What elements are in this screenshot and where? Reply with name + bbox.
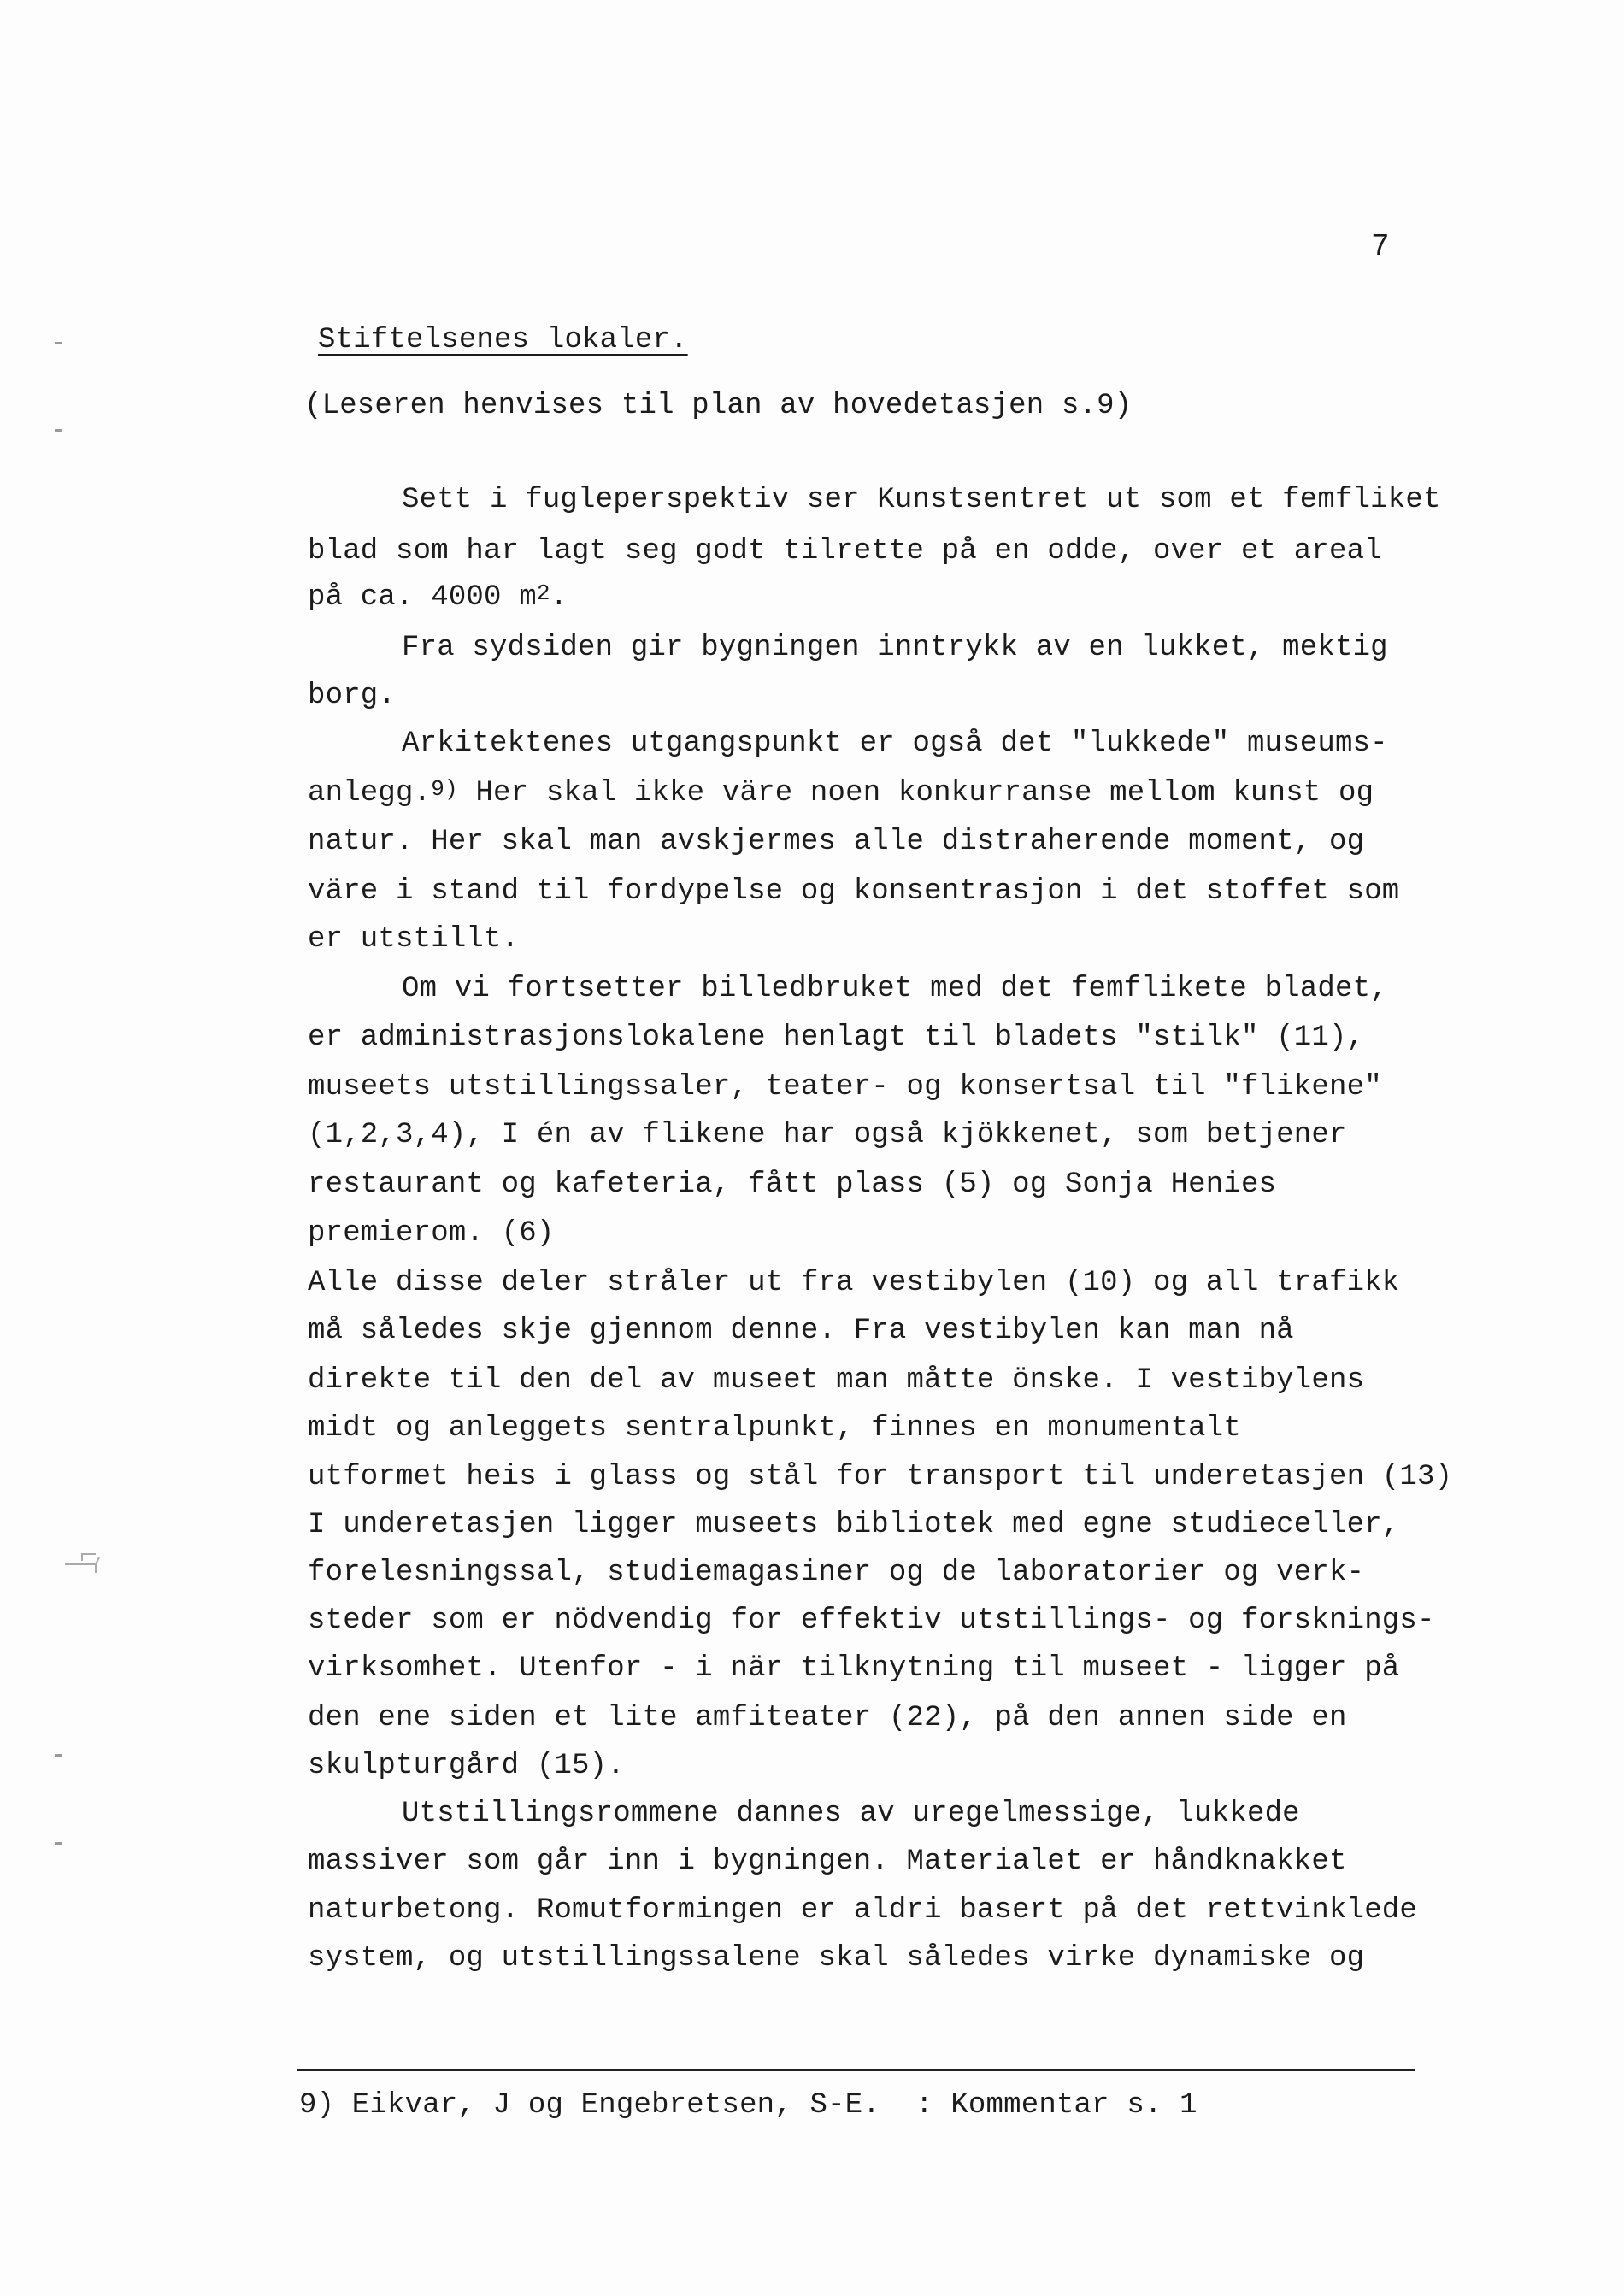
- line-text: restaurant og kafeteria, fått plass (5) og Sonja Henies: [308, 1169, 1277, 1201]
- footnote: 9) Eikvar, J og Engebretsen, S-E. : Kommentar s. 1: [299, 2089, 1197, 2122]
- text-line: [402, 631, 1388, 665]
- line-text: Sett i fugleperspektiv ser Kunstsentret ut som et femfliket: [402, 484, 1441, 516]
- text-line: [308, 1556, 1364, 1590]
- line-text: (Leseren henvises til plan av hovedetasjen s.9): [304, 390, 1133, 422]
- line-text: på ca. 4000 m: [308, 581, 537, 614]
- text-line: [308, 1168, 1276, 1202]
- text-line: [308, 1893, 1417, 1928]
- line-text: museets utstillingssaler, teater- og konsertsal til "flikene": [308, 1071, 1382, 1104]
- text-line: [308, 1266, 1399, 1300]
- text-line: [308, 1314, 1294, 1348]
- text-line: [308, 1508, 1399, 1542]
- footnote-divider: [297, 2069, 1415, 2071]
- text-line: [308, 679, 396, 713]
- text-line: [308, 1941, 1364, 1975]
- text-line: [308, 1749, 625, 1783]
- text-line: [308, 922, 519, 957]
- text-line: [308, 874, 1399, 909]
- text-line: [308, 1021, 1364, 1055]
- margin-mark: [55, 1842, 62, 1845]
- line-text: Alle disse deler stråler ut fra vestibylen (10) og all trafikk: [308, 1267, 1400, 1299]
- line-text: massiver som går inn i bygningen. Materialet er håndknakket: [308, 1846, 1347, 1878]
- line-text: Arkitektenes utgangspunkt er også det "lukkede" museums-: [402, 727, 1388, 760]
- line-text: den ene siden et lite amfiteater (22), på den annen side en: [308, 1702, 1347, 1734]
- margin-scribble-icon: [62, 1549, 113, 1575]
- text-line: [308, 1118, 1347, 1152]
- line-text: skulpturgård (15).: [308, 1750, 625, 1782]
- text-line: [308, 534, 1382, 568]
- text-line: [308, 580, 568, 615]
- line-text-continued: Her skal ikke väre noen konkurranse mellom kunst og: [457, 777, 1374, 809]
- line-text: väre i stand til fordypelse og konsentrasjon i det stoffet som: [308, 875, 1400, 908]
- line-text: I underetasjen ligger museets bibliotek med egne studieceller,: [308, 1509, 1400, 1541]
- text-line: [308, 825, 1364, 859]
- line-text: forelesningssal, studiemagasiner og de laboratorier og verk-: [308, 1557, 1365, 1589]
- line-text: (1,2,3,4), I én av flikene har også kjökkenet, som betjener: [308, 1119, 1347, 1151]
- line-text: system, og utstillingssalene skal således virke dynamiske og: [308, 1942, 1365, 1975]
- page-number: 7: [1371, 229, 1390, 264]
- line-text: borg.: [308, 680, 397, 712]
- text-line: [308, 1845, 1347, 1879]
- line-text: er utstillt.: [308, 923, 520, 956]
- text-line: [308, 1701, 1347, 1735]
- line-text: direkte til den del av museet man måtte önske. I vestibylens: [308, 1364, 1365, 1397]
- text-line: [308, 1411, 1241, 1445]
- margin-mark: [55, 342, 62, 344]
- line-text: anlegg.: [308, 777, 432, 809]
- line-text: må således skje gjennom denne. Fra vestibylen kan man nå: [308, 1315, 1294, 1347]
- line-text: virksomhet. Utenfor - i när tilknytning til museet - ligger på: [308, 1652, 1400, 1685]
- text-line: [308, 1363, 1364, 1398]
- line-text: premierom. (6): [308, 1217, 555, 1250]
- text-line: [308, 776, 1374, 810]
- text-line: [308, 1604, 1435, 1638]
- margin-mark: [55, 429, 62, 432]
- superscript: 2: [536, 580, 550, 606]
- line-text: Utstillingsrommene dannes av uregelmessige, lukkede: [402, 1798, 1300, 1830]
- margin-mark: [55, 1754, 62, 1757]
- line-text: utformet heis i glass og stål for transport til underetasjen (13): [308, 1461, 1453, 1493]
- line-text-continued: .: [550, 581, 568, 614]
- text-line: [308, 1070, 1382, 1104]
- text-line: [308, 1216, 554, 1251]
- text-line: [304, 389, 1132, 423]
- text-line: [402, 727, 1388, 761]
- line-text: naturbetong. Romutformingen er aldri basert på det rettvinklede: [308, 1894, 1418, 1927]
- text-line: [402, 972, 1388, 1006]
- section-title: Stiftelsenes lokaler.: [318, 324, 688, 356]
- text-line: [308, 1651, 1399, 1686]
- line-text: Om vi fortsetter billedbruket med det femflikete bladet,: [402, 973, 1388, 1005]
- text-line: [308, 1460, 1452, 1494]
- text-line: [402, 483, 1441, 517]
- line-text: blad som har lagt seg godt tilrette på en odde, over et areal: [308, 535, 1382, 568]
- text-line: [402, 1797, 1300, 1831]
- line-text: er administrasjonslokalene henlagt til bladets "stilk" (11),: [308, 1021, 1365, 1054]
- superscript: 9): [431, 776, 458, 802]
- line-text: steder som er nödvendig for effektiv utstillings- og forsknings-: [308, 1604, 1435, 1637]
- line-text: midt og anleggets sentralpunkt, finnes en monumentalt: [308, 1412, 1241, 1445]
- line-text: Fra sydsiden gir bygningen inntrykk av en lukket, mektig: [402, 632, 1388, 664]
- line-text: natur. Her skal man avskjermes alle distraherende moment, og: [308, 826, 1365, 858]
